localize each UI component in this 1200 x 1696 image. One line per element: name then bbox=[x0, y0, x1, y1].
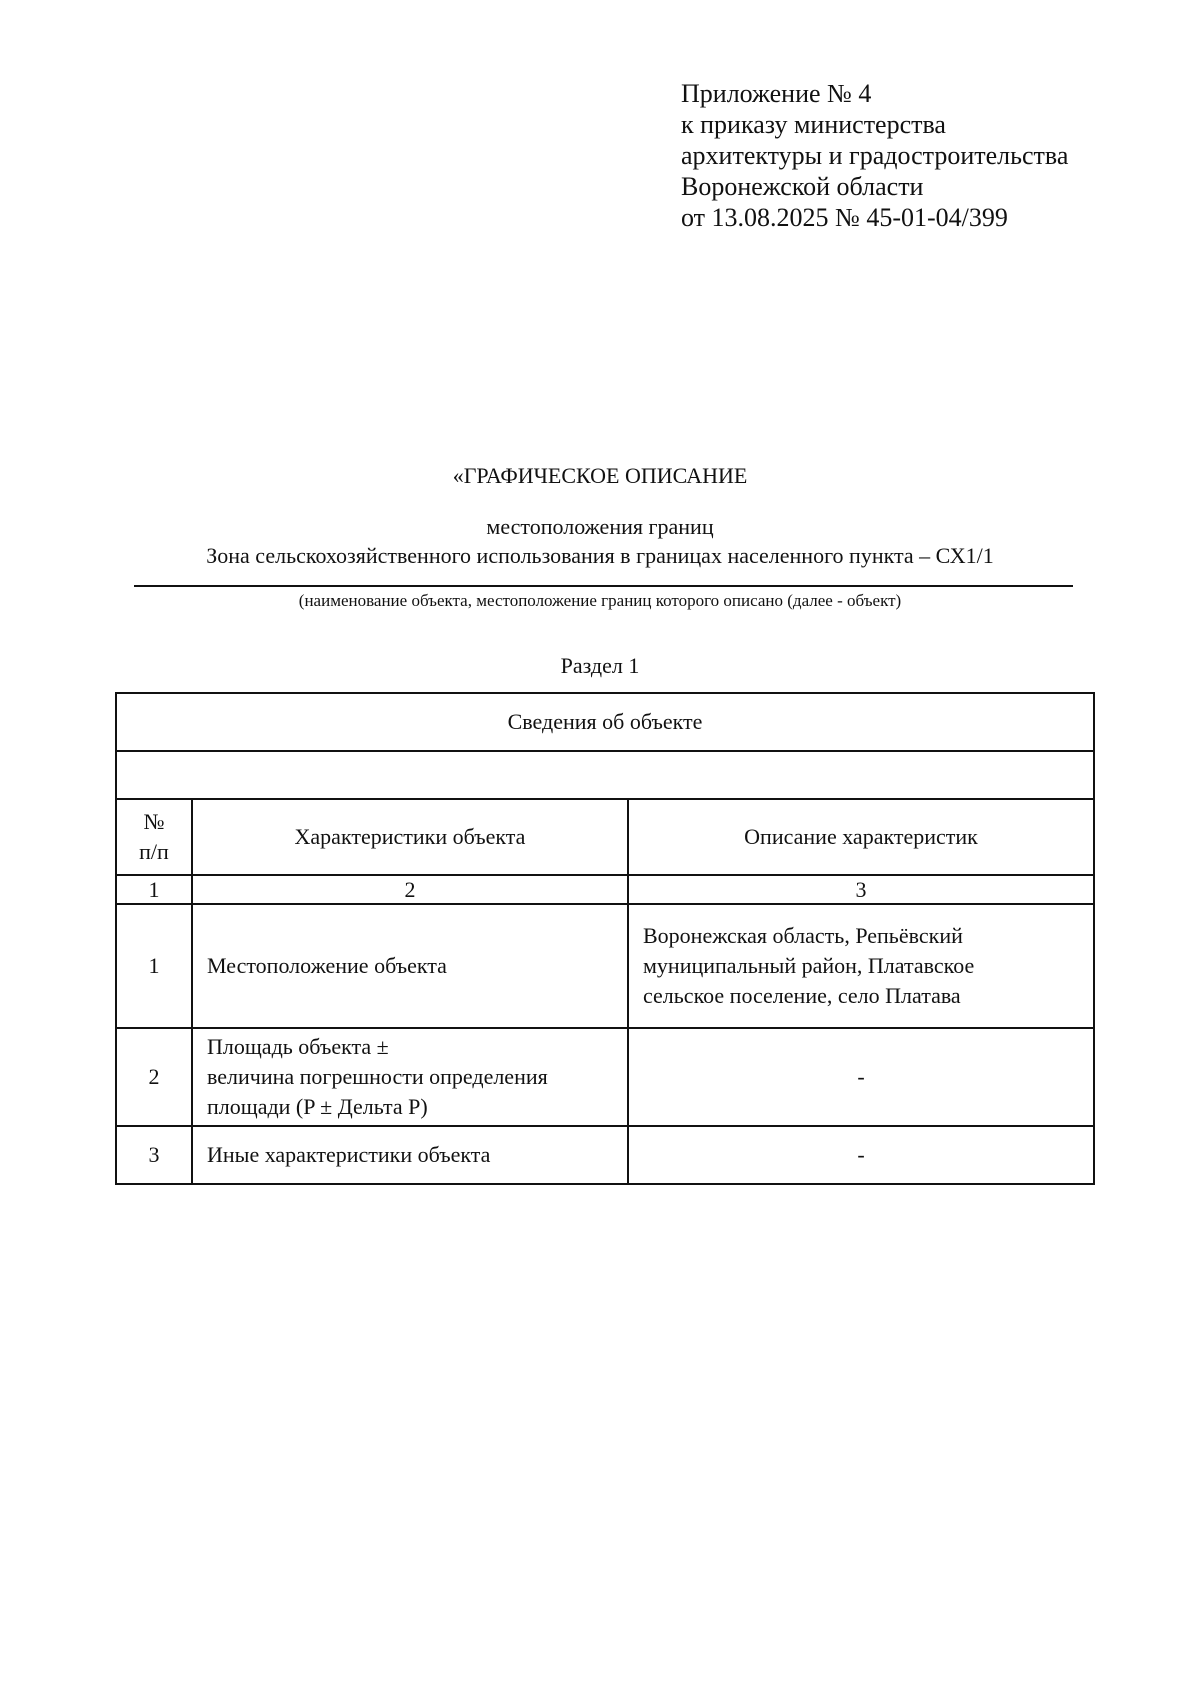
column-header-characteristics: Характеристики объекта bbox=[192, 799, 628, 875]
row-characteristic bbox=[192, 904, 628, 1028]
appendix-line: Приложение № 4 bbox=[681, 79, 872, 108]
description-line: Воронежская область, Репьёвский bbox=[643, 923, 963, 948]
row-number: 3 bbox=[116, 1126, 192, 1184]
table-column-number-row bbox=[116, 875, 1094, 904]
subtitle-line-1: местоположения границ bbox=[486, 514, 714, 539]
row-description bbox=[628, 1126, 1094, 1184]
appendix-line: к приказу министерства bbox=[681, 110, 946, 139]
column-header-number-line: п/п bbox=[139, 839, 169, 864]
table-blank-cell bbox=[116, 751, 1094, 799]
table-heading: Сведения об объекте bbox=[116, 693, 1094, 751]
description-line: - bbox=[857, 1142, 865, 1167]
description-line: муниципальный район, Платавское bbox=[643, 953, 975, 978]
characteristic-line: Иные характеристики объекта bbox=[207, 1142, 491, 1167]
column-number: 3 bbox=[628, 875, 1094, 904]
table-row bbox=[116, 1028, 1094, 1126]
subtitle-line-2: Зона сельскохозяйственного использования в границах населенного пункта – СХ1/1 bbox=[206, 543, 994, 568]
table-blank-row bbox=[116, 751, 1094, 799]
document-subtitle bbox=[0, 512, 1200, 570]
table-column-header-row bbox=[116, 799, 1094, 875]
characteristic-line: площади (P ± Дельта P) bbox=[207, 1094, 428, 1119]
underline-divider bbox=[134, 585, 1073, 587]
object-caption: (наименование объекта, местоположение границ которого описано (далее - объект) bbox=[298, 591, 902, 610]
document-title: «ГРАФИЧЕСКОЕ ОПИСАНИЕ bbox=[452, 463, 748, 488]
characteristic-line: величина погрешности определения bbox=[207, 1064, 548, 1089]
table-row bbox=[116, 904, 1094, 1028]
column-header-description: Описание характеристик bbox=[628, 799, 1094, 875]
row-number: 2 bbox=[116, 1028, 192, 1126]
row-description bbox=[628, 1028, 1094, 1126]
appendix-line: Воронежской области bbox=[681, 172, 924, 201]
column-number: 2 bbox=[192, 875, 628, 904]
table-row bbox=[116, 1126, 1094, 1184]
section-label: Раздел 1 bbox=[560, 653, 640, 678]
description-line: - bbox=[857, 1064, 865, 1089]
object-info-table bbox=[115, 692, 1095, 1185]
appendix-line: архитектуры и градостроительства bbox=[681, 141, 1069, 170]
description-line: сельское поселение, село Платава bbox=[643, 983, 961, 1008]
row-characteristic bbox=[192, 1126, 628, 1184]
column-header-number-line: № bbox=[143, 809, 165, 834]
characteristic-line: Площадь объекта ± bbox=[207, 1034, 389, 1059]
column-header-number bbox=[116, 799, 192, 875]
characteristic-line: Местоположение объекта bbox=[207, 953, 447, 978]
row-characteristic bbox=[192, 1028, 628, 1126]
appendix-reference bbox=[681, 78, 1068, 233]
row-description bbox=[628, 904, 1094, 1028]
row-number: 1 bbox=[116, 904, 192, 1028]
table-heading-row bbox=[116, 693, 1094, 751]
appendix-line: от 13.08.2025 № 45-01-04/399 bbox=[681, 203, 1008, 232]
column-number: 1 bbox=[116, 875, 192, 904]
